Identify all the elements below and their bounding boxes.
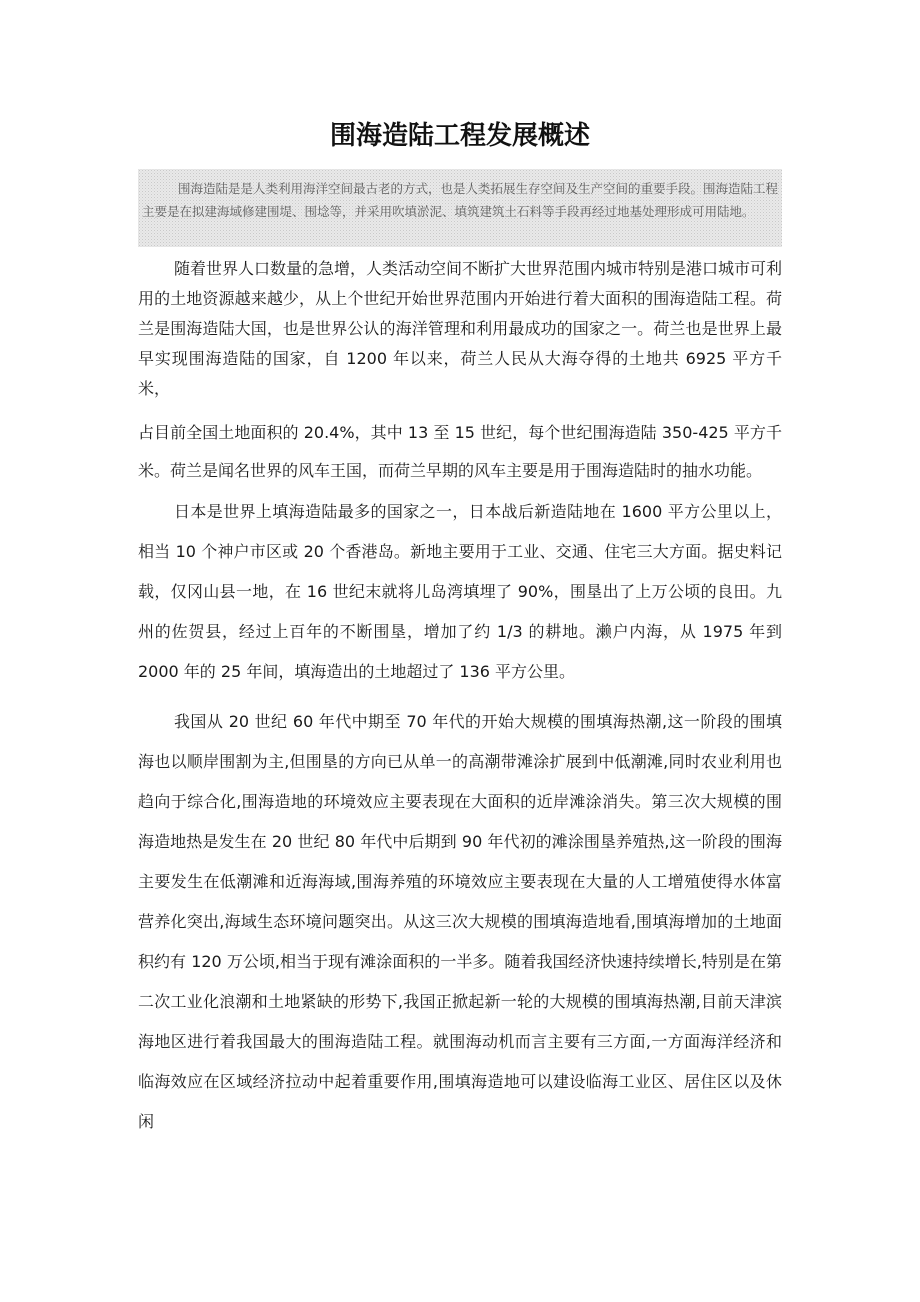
paragraph-japan: 日本是世界上填海造陆最多的国家之一，日本战后新造陆地在 1600 平方公里以上，相当 10 个神户市区或 20 个香港岛。新地主要用于工业、交通、住宅三大方面。据史料记载，仅冈山县一地，在 16 世纪末就将儿岛湾填埋了 90%，围垦出了上万公顷的良田。九州的佐贺县，经过上百年的不断围垦，增加了约 1/3 的耕地。濑户内海，从 1975 年到 2000 年的 25 年间，填海造出的土地超过了 136 平方公里。 xyxy=(138,502,782,681)
abstract-box: 围海造陆是是人类利用海洋空间最古老的方式，也是人类拓展生存空间及生产空间的重要手段。围海造陆工程主要是在拟建海域修建围堤、围埝等，并采用吹填淤泥、填筑建筑土石料等手段再经过地基处理形成可用陆地。 xyxy=(138,169,782,247)
document-title: 围海造陆工程发展概述 xyxy=(329,121,590,151)
paragraph-netherlands: 随着世界人口数量的急增，人类活动空间不断扩大世界范围内城市特别是港口城市可利用的土地资源越来越少，从上个世纪开始世界范围内开始进行着大面积的围海造陆工程。荷兰是围海造陆大国，也是世界公认的海洋管理和利用最成功的国家之一。荷兰也是世界上最早实现围海造陆的国家，自 1200 年以来，荷兰人民从大海夺得的土地共 6925 平方千米， xyxy=(138,259,783,398)
paragraph-china: 我国从 20 世纪 60 年代中期至 70 年代的开始大规模的围填海热潮,这一阶段的围填海也以顺岸围割为主,但围垦的方向已从单一的高潮带滩涂扩展到中低潮滩,同时农业利用也趋向于综合化,围海造地的环境效应主要表现在大面积的近岸滩涂消失。第三次大规模的围海造地热是发生在 20 世纪 80 年代中后期到 90 年代初的滩涂围垦养殖热,这一阶段的围海主要发生在低潮滩和近海海域,围海养殖的环境效应主要表现在大量的人工增殖使得水体富营养化突出,海域生态环境问题突出。从这三次大规模的围填海造地看,围填海增加的土地面积约有 120 万公顷,相当于现有滩涂面积的一半多。随着我国经济快速持续增长,特别是在第二次工业化浪潮和土地紧缺的形势下,我国正掀起新一轮的大规模的围填海热潮,目前天津滨海地区进行着我国最大的围海造陆工程。就围海动机而言主要有三方面,一方面海洋经济和临海效应在区域经济拉动中起着重要作用,围填海造地可以建设临海工业区、居住区以及休闲 xyxy=(138,712,782,1131)
paragraph-netherlands-continued: 占目前全国土地面积的 20.4%，其中 13 至 15 世纪，每个世纪围海造陆 350-425 平方千米。荷兰是闻名世界的风车王国，而荷兰早期的风车主要是用于围海造陆时的抽水功能。 xyxy=(138,423,782,480)
